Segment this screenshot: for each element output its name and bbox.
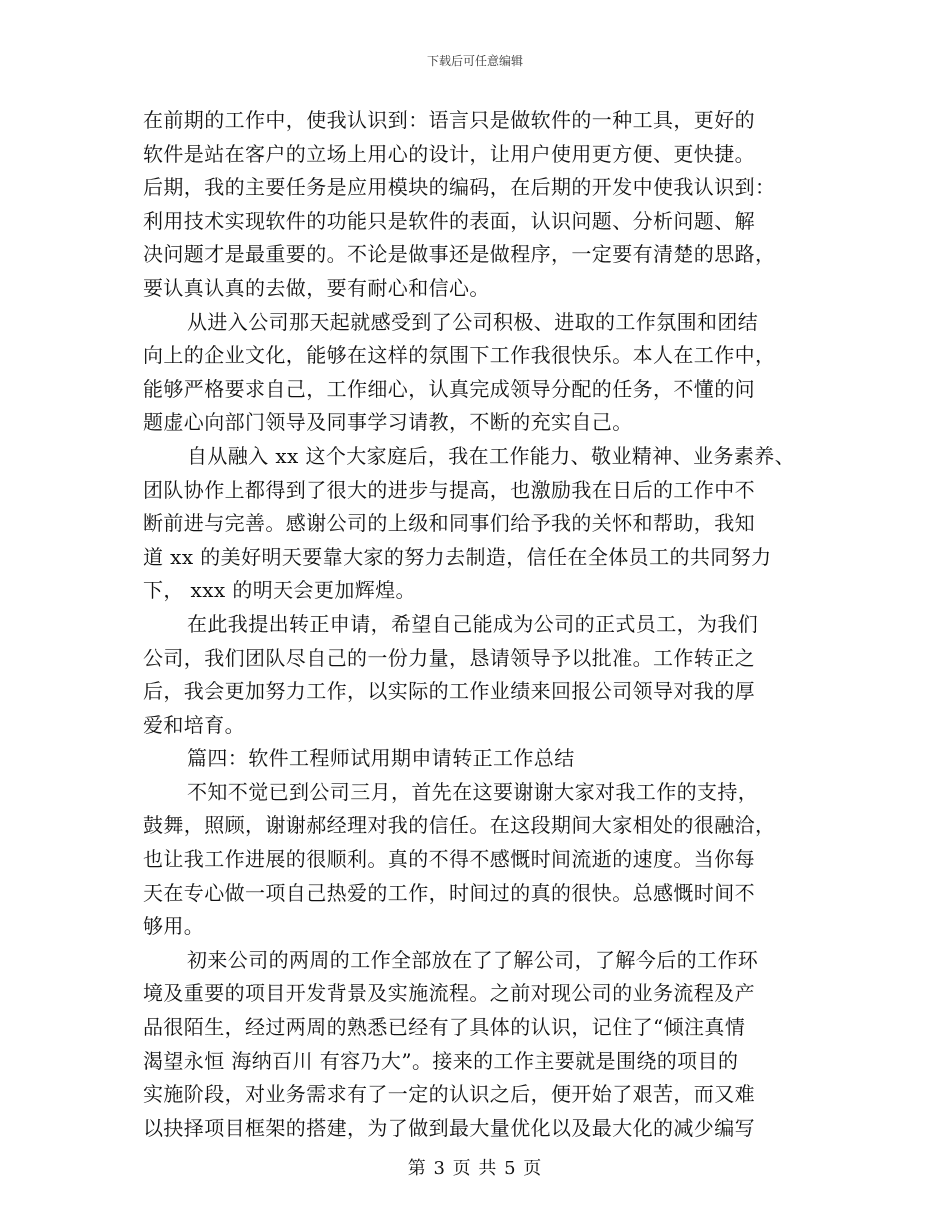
text-line: 够用。 — [143, 914, 205, 939]
paragraph-first-line: 不知不觉已到公司三月，首先在这要谢谢大家对我工作的支持， — [187, 779, 759, 804]
text-line: 道 xx 的美好明天要靠大家的努力去制造，信任在全体员工的共同努力 — [143, 544, 772, 569]
text-line: 以抉择项目框架的搭建，为了做到最大量优化以及最大化的减少编写 — [143, 1115, 755, 1140]
text-line: 后期，我的主要任务是应用模块的编码，在后期的开发中使我认识到： — [143, 175, 776, 200]
text-line: 在前期的工作中，使我认识到：语言只是做软件的一种工具，更好的 — [143, 108, 755, 132]
paragraph-first-line: 自从融入 xx 这个大家庭后，我在工作能力、敬业精神、业务素养、 — [187, 443, 796, 468]
text-line: 下， xxx 的明天会更加辉煌。 — [143, 578, 416, 603]
text-line: 软件是站在客户的立场上用心的设计，让用户使用更方便、更快捷。 — [143, 141, 755, 166]
paragraph-first-line: 初来公司的两周的工作全部放在了了解公司，了解今后的工作环 — [187, 947, 759, 972]
text-line: 题虚心向部门领导及同事学习请教，不断的充实自己。 — [143, 410, 633, 435]
text-line: 天在专心做一项自己热爱的工作，时间过的真的很快。总感慨时间不 — [143, 880, 755, 905]
text-line: 境及重要的项目开发背景及实施流程。之前对现公司的业务流程及产 — [143, 981, 755, 1006]
text-line: 实施阶段，对业务需求有了一定的认识之后，便开始了艰苦，而又难 — [143, 1082, 755, 1107]
text-line: 向上的企业文化，能够在这样的氛围下工作我很快乐。本人在工作中， — [143, 343, 776, 368]
text-line: 利用技术实现软件的功能只是软件的表面，认识问题、分析问题、解 — [143, 208, 755, 233]
document-body — [143, 104, 823, 1145]
text-line: 能够严格要求自己，工作细心，认真完成领导分配的任务，不懂的问 — [143, 376, 755, 401]
text-line: 品很陌生，经过两周的熟悉已经有了具体的认识，记住了“倾注真情 — [143, 1015, 746, 1040]
page-number-footer: 第 3 页 共 5 页 — [407, 1158, 543, 1179]
text-line: 爱和培育。 — [143, 712, 245, 737]
paragraph-first-line: 在此我提出转正申请，希望自己能成为公司的正式员工，为我们 — [187, 611, 759, 636]
text-line: 断前进与完善。感谢公司的上级和同事们给予我的关怀和帮助，我知 — [143, 511, 755, 536]
text-line: 公司，我们团队尽自己的一份力量，恳请领导予以批准。工作转正之 — [143, 645, 755, 670]
page-header: 下载后可任意编辑 — [426, 54, 523, 68]
section-heading: 篇四：软件工程师试用期申请转正工作总结 — [187, 746, 575, 771]
text-line: 鼓舞，照顾，谢谢郝经理对我的信任。在这段期间大家相处的很融洽， — [143, 813, 776, 838]
text-line: 团队协作上都得到了很大的进步与提高，也激励我在日后的工作中不 — [143, 477, 755, 502]
text-line: 后，我会更加努力工作，以实际的工作业绩来回报公司领导对我的厚 — [143, 679, 755, 704]
text-line: 渴望永恒 海纳百川 有容乃大”。接来的工作主要就是围绕的项目的 — [143, 1048, 739, 1073]
text-line: 也让我工作进展的很顺利。真的不得不感慨时间流逝的速度。当你每 — [143, 847, 755, 872]
paragraph-first-line: 从进入公司那天起就感受到了公司积极、进取的工作氛围和团结 — [187, 309, 759, 334]
text-line: 要认真认真的去做，要有耐心和信心。 — [143, 275, 490, 300]
text-line: 决问题才是最重要的。不论是做事还是做程序，一定要有清楚的思路， — [143, 242, 776, 267]
